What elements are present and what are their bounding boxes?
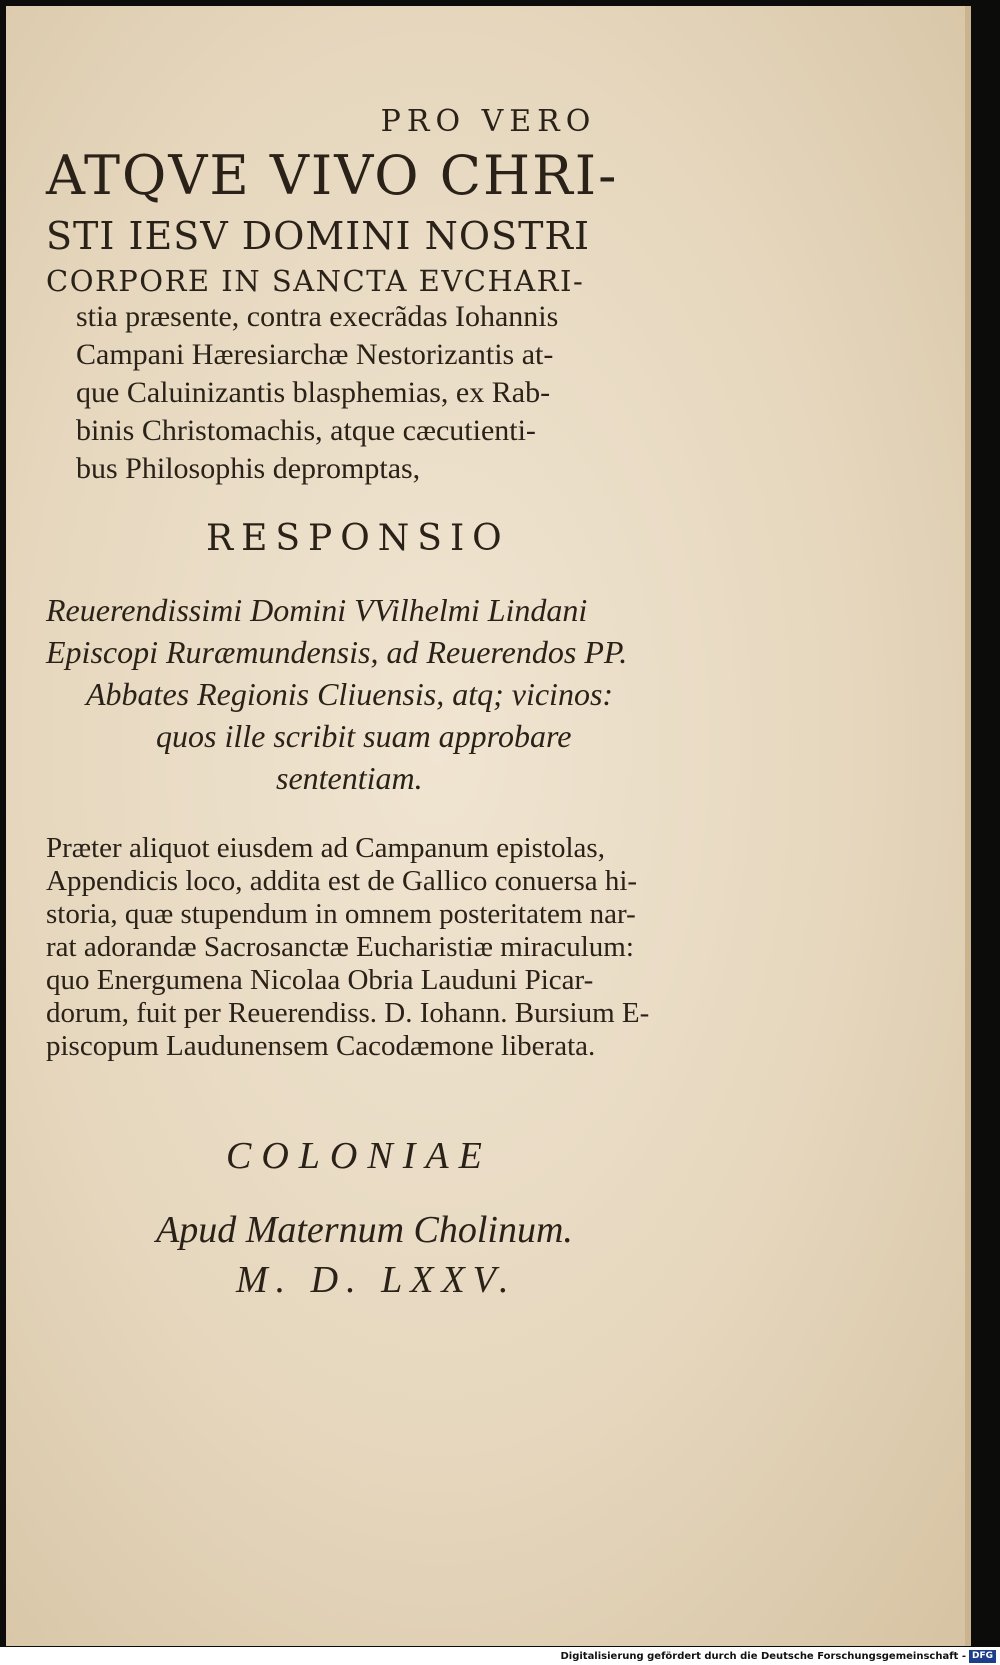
appendix-line-2: Appendicis loco, addita est de Gallico conuersa hi-	[46, 865, 638, 897]
appendix-line-3: storia, quæ stupendum in omnem posteritatem nar-	[46, 898, 636, 930]
title-page	[6, 6, 971, 1646]
author-line-1: Reuerendissimi Domini VVilhelmi Lindani	[46, 592, 588, 628]
imprint-year: M. D. LXXV.	[236, 1259, 517, 1301]
appendix-line-1: Præter aliquot eiusdem ad Campanum epistolas,	[46, 832, 605, 864]
title-line-6: Campani Hæresiarchæ Nestorizantis at-	[76, 338, 554, 371]
imprint-city: COLONIAE	[226, 1135, 492, 1177]
responsio-heading: RESPONSIO	[206, 518, 510, 559]
title-line-2: ATQVE VIVO CHRI-	[46, 144, 619, 207]
title-line-3: STI IESV DOMINI NOSTRI	[46, 214, 591, 258]
digitization-footer	[0, 1647, 1000, 1665]
dfg-logo-icon: DFG	[969, 1650, 996, 1663]
appendix-line-7: piscopum Laudunensem Cacodæmone liberata.	[46, 1030, 596, 1062]
imprint-printer: Apud Maternum Cholinum.	[156, 1209, 573, 1251]
title-line-4: CORPORE IN SANCTA EVCHARI-	[46, 264, 585, 298]
author-line-4: quos ille scribit suam approbare	[156, 718, 572, 754]
appendix-line-6: dorum, fuit per Reuerendiss. D. Iohann. Bursium E-	[46, 997, 650, 1029]
author-line-3: Abbates Regionis Cliuensis, atq; vicinos:	[86, 676, 614, 712]
footer-text: Digitalisierung gefördert durch die Deutsche Forschungsgemeinschaft -	[560, 1650, 966, 1662]
appendix-line-5: quo Energumena Nicolaa Obria Lauduni Picar-	[46, 964, 594, 996]
author-line-2: Episcopi Ruræmundensis, ad Reuerendos PP.	[46, 634, 628, 670]
author-line-5: sententiam.	[276, 760, 423, 796]
title-line-8: binis Christomachis, atque cæcutienti-	[76, 414, 536, 447]
appendix-line-4: rat adorandæ Sacrosanctæ Eucharistiæ miraculum:	[46, 931, 634, 963]
title-line-5: stia præsente, contra execrãdas Iohannis	[76, 300, 559, 333]
title-line-9: bus Philosophis depromptas,	[76, 452, 421, 485]
title-line-1: PRO VERO	[380, 104, 597, 139]
title-line-7: que Caluinizantis blasphemias, ex Rab-	[76, 376, 551, 409]
